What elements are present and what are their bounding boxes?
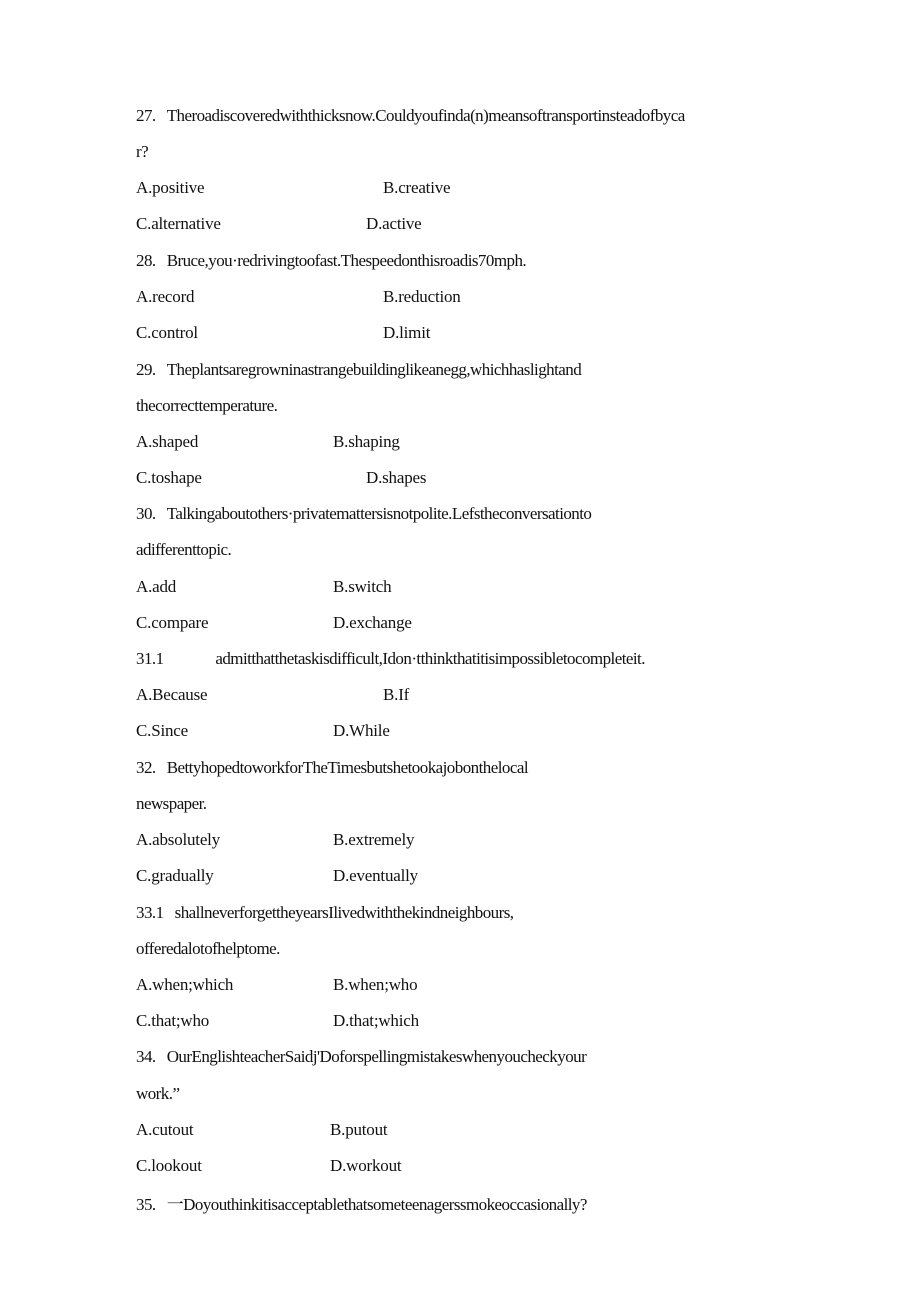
question-30-option-a[interactable]: A.add [136, 577, 177, 596]
question-32-stem-line-1: 32. Betty​hoped​to​work​for​The​Times​but​she​took​a​job​on​the​local [136, 758, 529, 777]
question-33-stem-line-2: offered​a​lot​of​help​to​me. [136, 939, 280, 958]
question-27-option-a[interactable]: A.positive [136, 178, 205, 197]
question-31-option-d[interactable]: D.While [333, 721, 390, 740]
question-31-stem-line-1: 31.1 admit​that​the​task​is​difficult,I​don·t​think​that​it​is​impossible​to​complete​it. [136, 649, 645, 668]
question-28-option-a[interactable]: A.record [136, 287, 195, 306]
question-32-option-d[interactable]: D.eventually [333, 866, 418, 885]
question-33-stem-line-1: 33.1 shall​never​forget​the​years​I​lived​with​the​kind​neighbours, [136, 903, 514, 922]
question-35-stem-line-1: 35. 一Do​you​think​it​is​acceptable​that​some​teenagers​smoke​occasionally? [136, 1195, 587, 1214]
question-34-option-b[interactable]: B.putout [330, 1120, 388, 1139]
question-32-option-b[interactable]: B.extremely [333, 830, 415, 849]
question-27-option-d[interactable]: D.active [366, 214, 422, 233]
question-34-option-c[interactable]: C.lookout [136, 1156, 202, 1175]
question-29-option-d[interactable]: D.shapes [366, 468, 427, 487]
question-34-option-d[interactable]: D.workout [330, 1156, 402, 1175]
question-27-stem-line-2: r? [136, 142, 149, 161]
question-29-stem-line-2: the​correct​temperature. [136, 396, 278, 415]
question-29-option-c[interactable]: C.toshape [136, 468, 202, 487]
question-34-stem-line-2: work.” [136, 1084, 180, 1103]
question-29-option-a[interactable]: A.shaped [136, 432, 199, 451]
question-31-option-c[interactable]: C.Since [136, 721, 188, 740]
question-28-option-b[interactable]: B.reduction [383, 287, 461, 306]
question-33-option-a[interactable]: A.when;which [136, 975, 234, 994]
question-30-option-c[interactable]: C.compare [136, 613, 209, 632]
question-33-option-d[interactable]: D.that;which [333, 1011, 419, 1030]
question-30-stem-line-2: a​different​topic. [136, 540, 232, 559]
question-30-stem-line-1: 30. Talking​about​others·private​matters​is​not​polite.Lefs​the​conversation​to [136, 504, 592, 523]
question-28-option-c[interactable]: C.control [136, 323, 198, 342]
question-34-option-a[interactable]: A.cutout [136, 1120, 194, 1139]
question-33-option-b[interactable]: B.when;who [333, 975, 418, 994]
question-33-option-c[interactable]: C.that;who [136, 1011, 210, 1030]
question-30-option-b[interactable]: B.switch [333, 577, 392, 596]
question-32-option-a[interactable]: A.absolutely [136, 830, 221, 849]
question-30-option-d[interactable]: D.exchange [333, 613, 412, 632]
question-32-option-c[interactable]: C.gradually [136, 866, 214, 885]
question-34-stem-line-1: 34. Our​English​teacher​Saidj'Do​for​spelling​mistakes​when​you​check​your [136, 1047, 587, 1066]
question-27-option-b[interactable]: B.creative [383, 178, 451, 197]
question-31-option-b[interactable]: B.If [383, 685, 410, 704]
question-29-option-b[interactable]: B.shaping [333, 432, 400, 451]
question-28-stem-line-1: 28. Bruce,you·re​driving​too​fast.The​speed​on​this​road​is​70mph. [136, 251, 527, 270]
question-32-stem-line-2: newspaper. [136, 794, 207, 813]
question-27-stem-line-1: 27. The​road​is​covered​with​thick​snow.​Could​you​find​a(n)​means​of​transport​instead​of​by​ca [136, 106, 685, 125]
question-27-option-c[interactable]: C.alternative [136, 214, 221, 233]
question-31-option-a[interactable]: A.Because [136, 685, 208, 704]
question-28-option-d[interactable]: D.limit [383, 323, 431, 342]
question-29-stem-line-1: 29. The​plants​are​grown​in​a​strange​building​like​an​egg,which​has​light​and [136, 360, 582, 379]
